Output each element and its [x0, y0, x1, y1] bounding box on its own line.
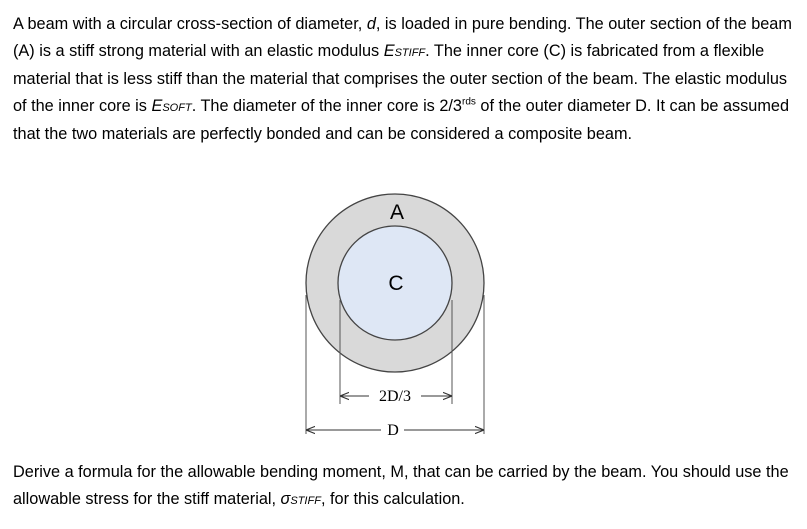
- estiff-subscript: STIFF: [394, 46, 426, 59]
- outer-diameter-label: D: [387, 422, 399, 439]
- text-segment: A beam with a circular cross-section of diameter,: [13, 15, 367, 33]
- esoft-symbol: E: [151, 96, 163, 115]
- ordinal-superscript: rds: [461, 96, 476, 108]
- label-outer-a: A: [389, 201, 405, 224]
- inner-diameter-label: 2D/3: [379, 388, 411, 405]
- text-segment: , is loaded in pure bending. The outer section of the beam (A) is a stiff strong material with an elastic modulus: [13, 15, 792, 60]
- text-segment: . The inner core (C) is fabricated from a flexible material that is less stiff than the material that comprises the outer section of the beam. The elastic modulus of the inner core is: [13, 41, 788, 115]
- text-segment: Derive a formula for the allowable bending moment, M, that can be carried by the beam. You should use the allowable stress for the stiff material,: [13, 463, 789, 508]
- diameter-symbol: d: [366, 15, 376, 33]
- estiff-symbol: E: [383, 41, 395, 60]
- text-segment: , for this calculation.: [320, 489, 465, 508]
- sigma-symbol: σ: [280, 489, 291, 508]
- question-statement: [13, 459, 798, 514]
- text-segment: of the outer diameter D. It can be assumed that the two materials are perfectly bonded and can be considered a composite beam.: [13, 96, 790, 143]
- esoft-subscript: SOFT: [162, 101, 192, 114]
- label-inner-c: C: [388, 272, 404, 295]
- text-segment: . The diameter of the inner core is 2/3: [191, 96, 462, 115]
- sigma-subscript: STIFF: [290, 494, 321, 507]
